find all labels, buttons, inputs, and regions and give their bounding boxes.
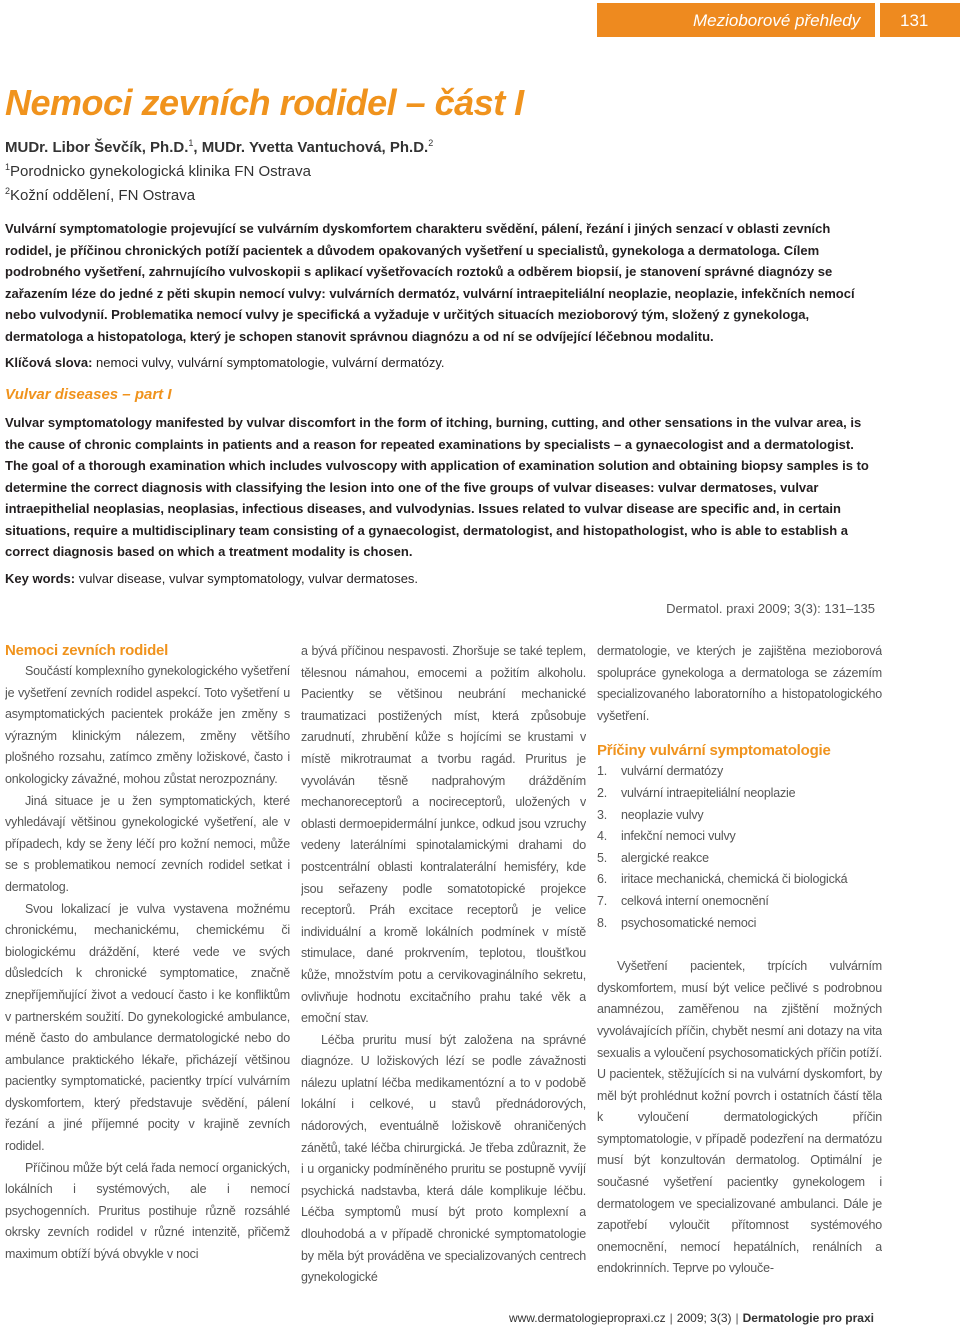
- footer-journal: Dermatologie pro praxi: [742, 1311, 874, 1325]
- list-number: 3.: [597, 807, 608, 822]
- section-heading: Příčiny vulvární symptomatologie: [597, 742, 831, 760]
- footer-issue: 2009; 3(3): [676, 1311, 732, 1325]
- list-number: 1.: [597, 764, 608, 779]
- english-title: Vulvar diseases – part I: [5, 386, 172, 403]
- list-item: [597, 761, 882, 783]
- affiliation-1-num: 1: [5, 162, 11, 172]
- citation: Dermatol. praxi 2009; 3(3): 131–135: [666, 601, 875, 616]
- author-1: MUDr. Libor Ševčík, Ph.D.: [5, 139, 189, 156]
- list-text: neoplazie vulvy: [621, 807, 704, 822]
- list-item: [597, 783, 882, 805]
- section-label: Mezioborové přehledy: [597, 3, 875, 37]
- paragraph: Součástí komplexního gynekologického vyšetření je vyšetření zevních rodidel aspekcí. Toto vyšetření u asymptomatických pacientek prokáže jen změny s výrazným klinickým nálezem, změny většího plošného rozsahu, zatímco změny ložiskové, často i onkologicky závažné, mohou zůstat nerozpoznány.: [5, 664, 290, 786]
- list-text: vulvární intraepiteliální neoplazie: [621, 785, 796, 800]
- footer-separator: |: [669, 1311, 673, 1325]
- author-2: MUDr. Yvetta Vantuchová, Ph.D.: [201, 139, 429, 156]
- paragraph: Vyšetření pacientek, trpících vulvárním dyskomfortem, musí být velice pečlivé s podrobnou anamnézou, zaměřenou na zjištění možných vyvolávajících příčin, chybět nesmí ani dotazy na vita sexualis a vyloučení psychosomatických příčin potíží. U pacientek, stěžujících si na vulvární dyskomfort, by měl být prohlédnut kožní povrch i ostatních částí těla k vyloučení dermatologických příčin symptomatologie, v případě podezření na dermatózu musí být konzultován dermatolog. Optimální je současné vyšetření pacientky gynekologem i dermatologem ve specializované ambulanci. Dále je zapotřebí vyloučit přítomnost systémového onemocnění, nemocí hepatálních, renálních a endokrinních. Teprve po vylouče-: [597, 959, 882, 1276]
- list-text: psychosomatické nemoci: [621, 915, 757, 930]
- page-number: 131: [880, 3, 960, 37]
- list-text: iritace mechanická, chemická či biologická: [621, 872, 848, 887]
- list-number: 6.: [597, 872, 608, 887]
- list-text: vulvární dermatózy: [621, 764, 723, 779]
- list-item: [597, 913, 882, 935]
- paragraph: Svou lokalizací je vulva vystavena možnému chronickému, mechanickému, chemickému či biologickému dráždění, které vede ve svých důsledcích k chronické symptomatice, značně znepříjemňující život a vedoucí často i ke konfliktům v partnerském soužití. Do gynekologické ambulance, méně často do ambulance dermatologické nebo do ambulance praktického lékaře, přicházejí většinou pacientky symptomatické, pacientky trpící vulvárním dyskomfortem, který představuje svědění, pálení řezání a jiné příjemné pocity v krajině zevních rodidel.: [5, 901, 290, 1154]
- body-column-2: [301, 641, 586, 1291]
- list-text: alergické reakce: [621, 850, 709, 865]
- abstract-english: Vulvar symptomatology manifested by vulvar discomfort in the form of itching, burning, cutting, and other sensations in the vulvar area, is the cause of chronic complaints in patients and a reason for repeated examinations by specialists – a gynaecologist and a dermatologist. The goal of a thorough examination which includes vulvoscopy with application of examination solution and obtaining biopsy samples is to determine the correct diagnosis with classifying the lesion into one of the five groups of vulvar diseases: vulvar dermatoses, vulvar intraepithelial neoplasias, neoplasias, infectious diseases, and vulvodynias. Issues related to vulvar disease are specific and, in certain situations, require a multidisciplinary team consisting of a gynaecologist, dermatologist, and histopathologist, who is able to establish a correct diagnosis based on which a treatment modality is chosen.: [5, 415, 869, 559]
- paragraph: Léčba pruritu musí být založena na správné diagnóze. U ložiskových lézí se podle závažnosti nálezu uplatní léčba medikamentózní a to v podobě lokální i celkové, u stavů přednádorových, nádorových, eventuálně ložiskově ohraničených zánětů, také léčba chirurgická. Je třeba zdůraznit, že i u organicky podmíněného pruritu se postupně vyvíjí psychická nadstavba, která dále komplikuje léčbu. Léčba symptomů musí být proto komplexní a dlouhodobá a v případě chronické symptomatologie by měla být prováděna ve specializovaných centrech gynekologické: [301, 1032, 586, 1285]
- list-text: celková interní onemocnění: [621, 893, 769, 908]
- affiliation-1: [5, 162, 311, 180]
- affiliation-2-num: 2: [5, 186, 11, 196]
- keywords-czech: [5, 353, 880, 373]
- keywords-english-label: Key words:: [5, 571, 76, 586]
- author-2-affil: 2: [428, 138, 434, 148]
- article-title: Nemoci zevních rodidel – část I: [5, 82, 524, 123]
- list-text: infekční nemoci vulvy: [621, 829, 736, 844]
- list-number: 7.: [597, 893, 608, 908]
- keywords-english: [5, 569, 880, 589]
- footer-separator: |: [735, 1311, 739, 1325]
- affiliation-2-text: Kožní oddělení, FN Ostrava: [10, 187, 196, 204]
- keywords-czech-label: Klíčová slova:: [5, 355, 93, 370]
- keywords-english-text: vulvar disease, vulvar symptomatology, vulvar dermatoses.: [75, 571, 419, 586]
- affiliation-2: [5, 186, 195, 204]
- affiliation-1-text: Porodnicko gynekologická klinika FN Ostrava: [10, 163, 311, 180]
- paragraph: a bývá příčinou nespavosti. Zhoršuje se také teplem, tělesnou námahou, emocemi a požitím alkoholu. Pacientky se většinou neubrání mechanické traumatizaci postižených míst, která způsobuje zarudnutí, zhrubění kůže s hojícími se krustami v místě mikrotraumat a tvorbu ragád. Pruritus je vyvoláván těsně nadprahovým drážděním mechanoreceptorů a nocireceptorů, uložených v oblasti dermoepidermální junkce, odkud jsou vzruchy vedeny laterálními spinotalamickými drahami do postcentrální oblasti kontralaterální hemisféry, kde jsou seřazeny podle somatotopické projekce receptorů. Práh excitace receptorů je velice individuální a kromě lokálních podmínek v místě stimulace, dané prokrvením, teplotou, tloušťkou kůže, množstvím potu a cervikovaginálního sekretu, ovlivňuje hodnotu excitačního prahu také věk a emoční stav.: [301, 644, 586, 1026]
- causes-list: [597, 761, 882, 934]
- author-1-affil: 1: [188, 138, 194, 148]
- list-item: [597, 805, 882, 827]
- list-number: 5.: [597, 850, 608, 865]
- body-column-1: [5, 641, 290, 1291]
- body-column-3: [597, 641, 882, 1291]
- list-number: 8.: [597, 915, 608, 930]
- authors: [5, 138, 433, 156]
- list-number: 4.: [597, 829, 608, 844]
- paragraph: Příčinou může být celá řada nemocí organických, lokálních i systémových, ale i nemocí psychogenních. Pruritus postihuje různě rozsáhlé okrsky zevních rodidel v různé intenzitě, přičemž maximum obtíží bývá obvykle v noci: [5, 1160, 290, 1262]
- abstract-czech: Vulvární symptomatologie projevující se vulvárním dyskomfortem charakteru svědění, pálení, řezání i jiných senzací v oblasti zevních rodidel, je příčinou chronických potíží pacientek a důvodem opakovaných vyšetření u specialistů, gynekologa a dermatologa. Cílem podrobného vyšetření, zahrnujícího vulvoskopii s aplikací vyšetřovacích roztoků a odběrem biopsií, je stanovení správné diagnózy se zařazením léze do jedné z pěti skupin nemocí vulvy: vulvárních dermatóz, vulvární intraepiteliální neoplazie, neoplazie, infekčních nemocí nebo vulvodynií. Problematika nemocí vulvy je specifická a vyžaduje v určitých situacích mezioborový tým, složený z gynekologa, dermatologa a histopatologa, který je schopen stanovit správnou diagnózu a od ní se odvíjející léčebnou modalitu.: [5, 221, 855, 344]
- author-separator: ,: [193, 139, 202, 156]
- list-item: [597, 848, 882, 870]
- list-item: [597, 869, 882, 891]
- list-number: 2.: [597, 785, 608, 800]
- list-item: [597, 891, 882, 913]
- page-footer: [509, 1311, 874, 1325]
- keywords-czech-text: nemoci vulvy, vulvární symptomatologie, vulvární dermatózy.: [92, 355, 445, 370]
- footer-url[interactable]: www.dermatologiepropraxi.cz: [508, 1311, 666, 1325]
- section-heading: Nemoci zevních rodidel: [5, 642, 169, 659]
- paragraph: Jiná situace je u žen symptomatických, které vyhledávají většinou gynekologické vyšetření, ale v případech, kdy se ženy léčí pro kožní nemoci, může se s problematikou nemocí zevních rodidel setkat i dermatolog.: [5, 793, 290, 894]
- paragraph: dermatologie, ve kterých je zajištěna mezioborová spolupráce gynekologa a dermatologa se zázemím specializovaného laboratorního a histopatologického vyšetření.: [597, 644, 882, 723]
- list-item: [597, 826, 882, 848]
